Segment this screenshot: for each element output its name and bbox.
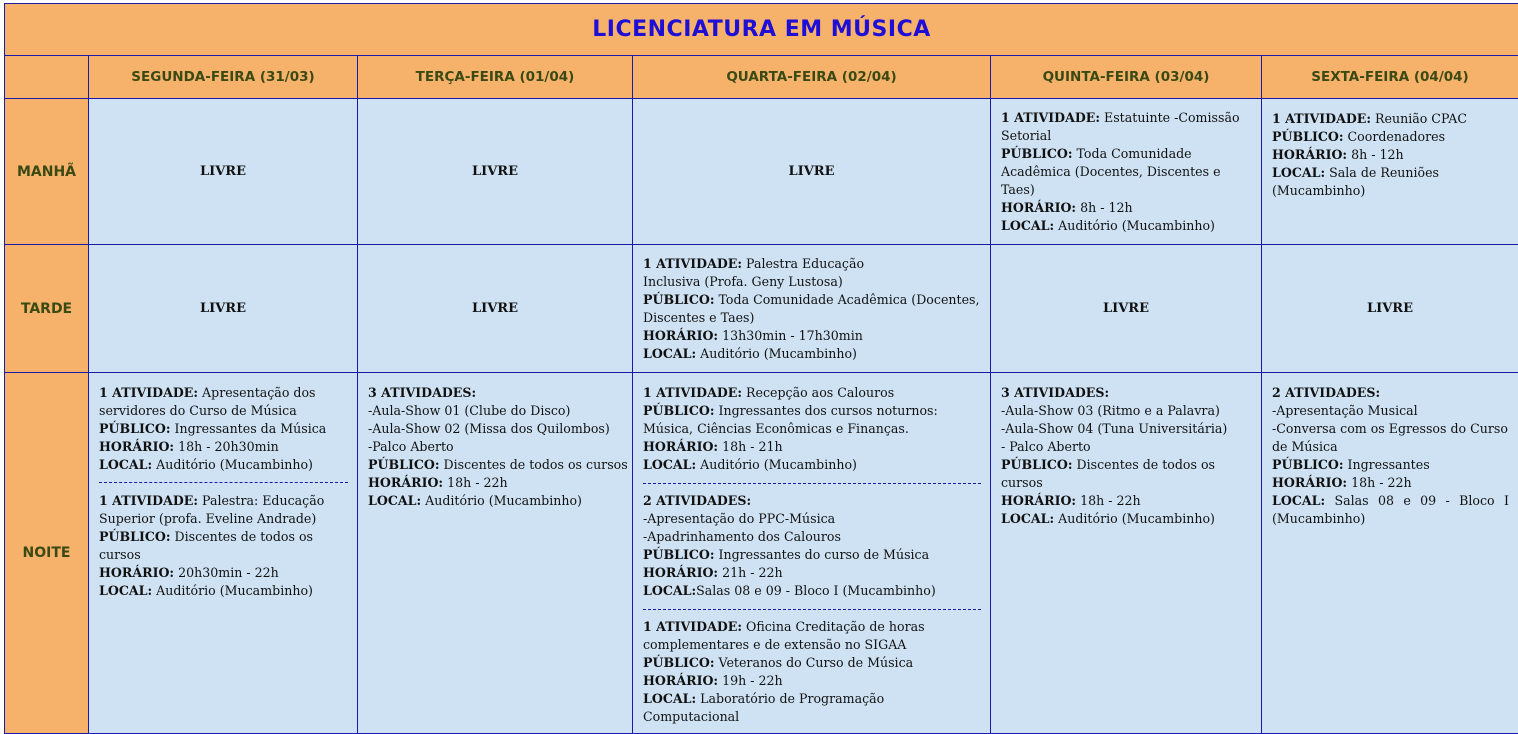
- activity-block: 1 ATIVIDADE: Apresentação dos servidores do Curso de Música PÚBLICO: Ingressantes da Música HORÁRIO: 18h - 20h30min LOCAL: Auditório (Mucambinho): [99, 384, 348, 474]
- cell-tarde-terca: LIVRE: [358, 245, 633, 373]
- cell-tarde-segunda: LIVRE: [89, 245, 358, 373]
- cell-noite-sexta: [1262, 373, 1518, 734]
- cell-manha-sexta: [1262, 99, 1518, 245]
- activity-divider: [643, 483, 981, 484]
- schedule-table: [4, 3, 1518, 734]
- activity-block: 3 ATIVIDADES: -Aula-Show 03 (Ritmo e a Palavra) -Aula-Show 04 (Tuna Universitária) - Palco Aberto PÚBLICO: Discentes de todos os cursos HORÁRIO: 18h - 22h LOCAL: Auditório (Mucambinho): [991, 373, 1261, 530]
- activity-block: 1 ATIVIDADE: Palestra Educação Inclusiva (Profa. Geny Lustosa) PÚBLICO: Toda Comunidade Acadêmica (Docentes, Discentes e Taes) HORÁRIO: 13h30min - 17h30min LOCAL: Auditório (Mucambinho): [633, 253, 990, 365]
- period-label-manha: MANHÃ: [5, 99, 89, 245]
- period-label-tarde: TARDE: [5, 245, 89, 373]
- cell-tarde-sexta: LIVRE: [1262, 245, 1518, 373]
- corner-cell: [5, 56, 89, 99]
- activity-block: 1 ATIVIDADE: Recepção aos Calouros PÚBLICO: Ingressantes dos cursos noturnos: Música, Ciências Econômicas e Finanças. HORÁRIO: 18h - 21h LOCAL: Auditório (Mucambinho): [643, 384, 981, 474]
- activity-block: 2 ATIVIDADES: -Apresentação Musical -Conversa com os Egressos do Curso de Música PÚBLICO: Ingressantes HORÁRIO: 18h - 22h LOCAL: Salas 08 e 09 - Bloco I (Mucambinho): [1262, 373, 1518, 530]
- activity-block: 3 ATIVIDADES: -Aula-Show 01 (Clube do Disco) -Aula-Show 02 (Missa dos Quilombos) -Palco Aberto PÚBLICO: Discentes de todos os cursos HORÁRIO: 18h - 22h LOCAL: Auditório (Mucambinho): [358, 373, 632, 512]
- activity-divider: [643, 609, 981, 610]
- activity-block: 2 ATIVIDADES: -Apresentação do PPC-Música -Apadrinhamento dos Calouros PÚBLICO: Ingressantes do curso de Música HORÁRIO: 21h - 22h LOCAL:Salas 08 e 09 - Bloco I (Mucambinho): [643, 492, 981, 600]
- cell-manha-quarta: LIVRE: [633, 99, 991, 245]
- activity-block: 1 ATIVIDADE: Estatuinte -Comissão Setorial PÚBLICO: Toda Comunidade Acadêmica (Docentes, Discentes e Taes) HORÁRIO: 8h - 12h LOCAL: Auditório (Mucambinho): [991, 107, 1261, 237]
- activity-divider: [99, 482, 348, 483]
- justified-local-line: LOCAL: Salas 08 e 09 - Bloco I: [1272, 492, 1509, 510]
- cell-noite-segunda: [89, 373, 358, 734]
- cell-tarde-quarta: [633, 245, 991, 373]
- day-header-sexta: SEXTA-FEIRA (04/04): [1262, 56, 1518, 99]
- day-header-terca: TERÇA-FEIRA (01/04): [358, 56, 633, 99]
- cell-noite-quarta: [633, 373, 991, 734]
- day-header-segunda: SEGUNDA-FEIRA (31/03): [89, 56, 358, 99]
- activity-block: 1 ATIVIDADE: Reunião CPAC PÚBLICO: Coordenadores HORÁRIO: 8h - 12h LOCAL: Sala de Reuniões (Mucambinho): [1262, 99, 1518, 202]
- cell-manha-segunda: LIVRE: [89, 99, 358, 245]
- activity-block: 1 ATIVIDADE: Oficina Creditação de horas complementares e de extensão no SIGAA PÚBLICO: Veteranos do Curso de Música HORÁRIO: 19h - 22h LOCAL: Laboratório de Programação Computacional: [643, 618, 981, 726]
- cell-manha-terca: LIVRE: [358, 99, 633, 245]
- day-header-quarta: QUARTA-FEIRA (02/04): [633, 56, 991, 99]
- cell-noite-terca: [358, 373, 633, 734]
- cell-tarde-quinta: LIVRE: [991, 245, 1262, 373]
- period-label-noite: NOITE: [5, 373, 89, 734]
- activity-block: 1 ATIVIDADE: Palestra: Educação Superior (profa. Eveline Andrade) PÚBLICO: Discentes de todos os cursos HORÁRIO: 20h30min - 22h LOCAL: Auditório (Mucambinho): [99, 492, 348, 600]
- cell-manha-quinta: [991, 99, 1262, 245]
- page-title: LICENCIATURA EM MÚSICA: [5, 4, 1518, 56]
- cell-noite-quinta: [991, 373, 1262, 734]
- day-header-quinta: QUINTA-FEIRA (03/04): [991, 56, 1262, 99]
